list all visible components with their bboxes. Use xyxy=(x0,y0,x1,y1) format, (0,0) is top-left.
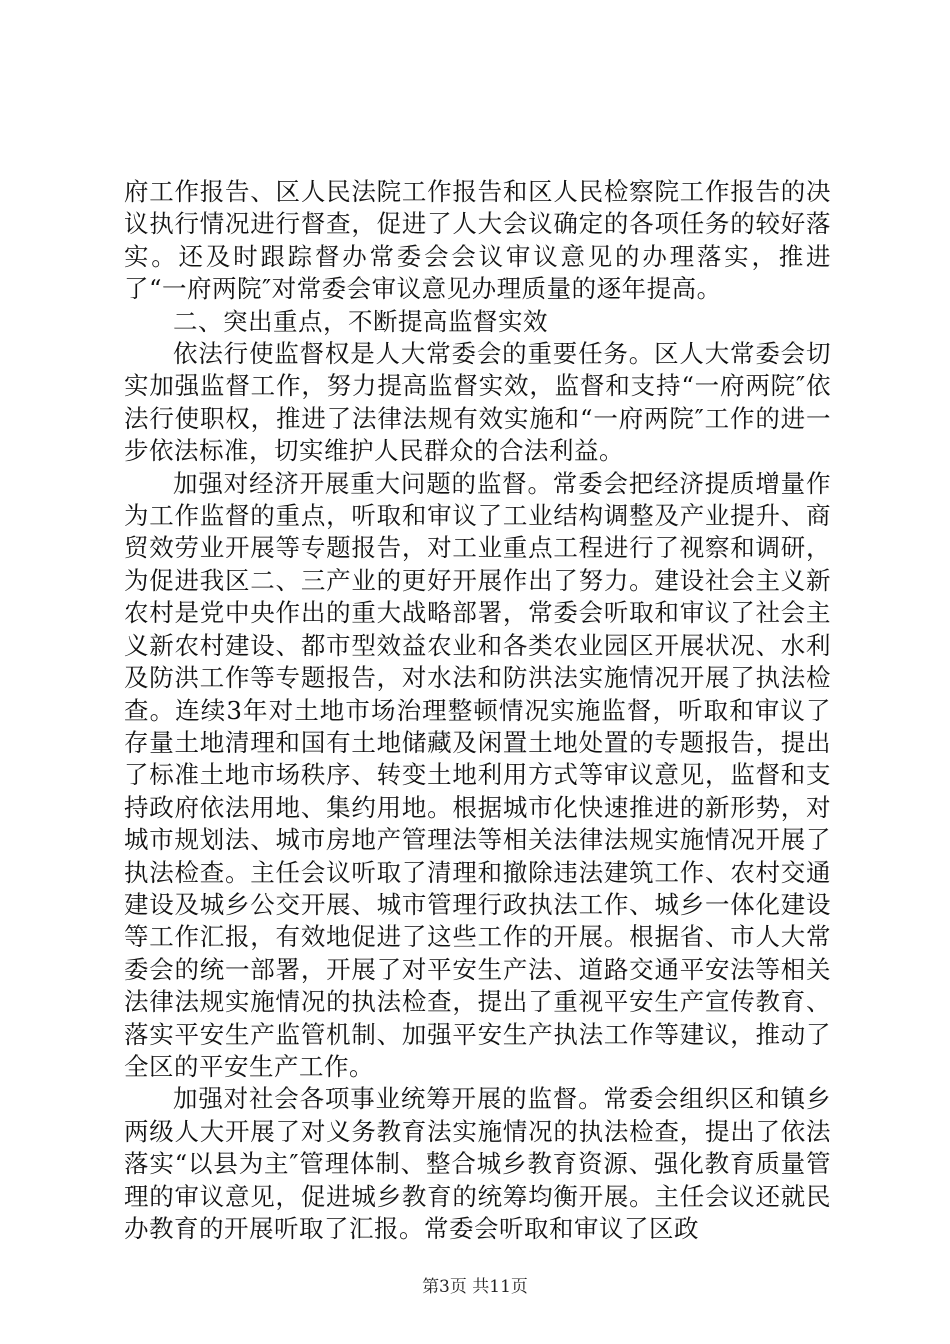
document-body xyxy=(124,176,831,1245)
paragraph: 加强对经济开展重大问题的监督。常委会把经济提质增量作为工作监督的重点，听取和审议了工业结构调整及产业提升、商贸效劳业开展等专题报告，对工业重点工程进行了视察和调研，为促进我区二、三产业的更好开展作出了努力。建设社会主义新农村是党中央作出的重大战略部署，常委会听取和审议了社会主义新农村建设、都市型效益农业和各类农业园区开展状况、水利及防洪工作等专题报告，对水法和防洪法实施情况开展了执法检查。连续3年对土地市场治理整顿情况实施监督，听取和审议了存量土地清理和国有土地储藏及闲置土地处置的专题报告，提出了标准土地市场秩序、转变土地利用方式等审议意见，监督和支持政府依法用地、集约用地。根据城市化快速推进的新形势，对城市规划法、城市房地产管理法等相关法律法规实施情况开展了执法检查。主任会议听取了清理和撤除违法建筑工作、农村交通建设及城乡公交开展、城市管理行政执法工作、城乡一体化建设等工作汇报，有效地促进了这些工作的开展。根据省、市人大常委会的统一部署，开展了对平安生产法、道路交通平安法等相关法律法规实施情况的执法检查，提出了重视平安生产宣传教育、落实平安生产监管机制、加强平安生产执法工作等建议，推动了全区的平安生产工作。 xyxy=(124,468,831,1081)
page-number-footer: 第3页 共11页 xyxy=(422,1277,528,1297)
paragraph: 依法行使监督权是人大常委会的重要任务。区人大常委会切实加强监督工作，努力提高监督实效，监督和支持“一府两院″依法行使职权，推进了法律法规有效实施和“一府两院″工作的进一步依法标准，切实维护人民群众的合法利益。 xyxy=(124,339,831,466)
paragraph-continuation: 府工作报告、区人民法院工作报告和区人民检察院工作报告的决议执行情况进行督查，促进了人大会议确定的各项任务的较好落实。还及时跟踪督办常委会会议审议意见的办理落实，推进了“一府两院″对常委会审议意见办理质量的逐年提高。 xyxy=(124,177,831,304)
paragraph: 加强对社会各项事业统筹开展的监督。常委会组织区和镇乡两级人大开展了对义务教育法实施情况的执法检查，提出了依法落实“以县为主″管理体制、整合城乡教育资源、强化教育质量管理的审议意见，促进城乡教育的统筹均衡开展。主任会议还就民办教育的开展听取了汇报。常委会听取和审议了区政 xyxy=(124,1084,831,1243)
section-heading: 二、突出重点，不断提高监督实效 xyxy=(173,306,548,336)
